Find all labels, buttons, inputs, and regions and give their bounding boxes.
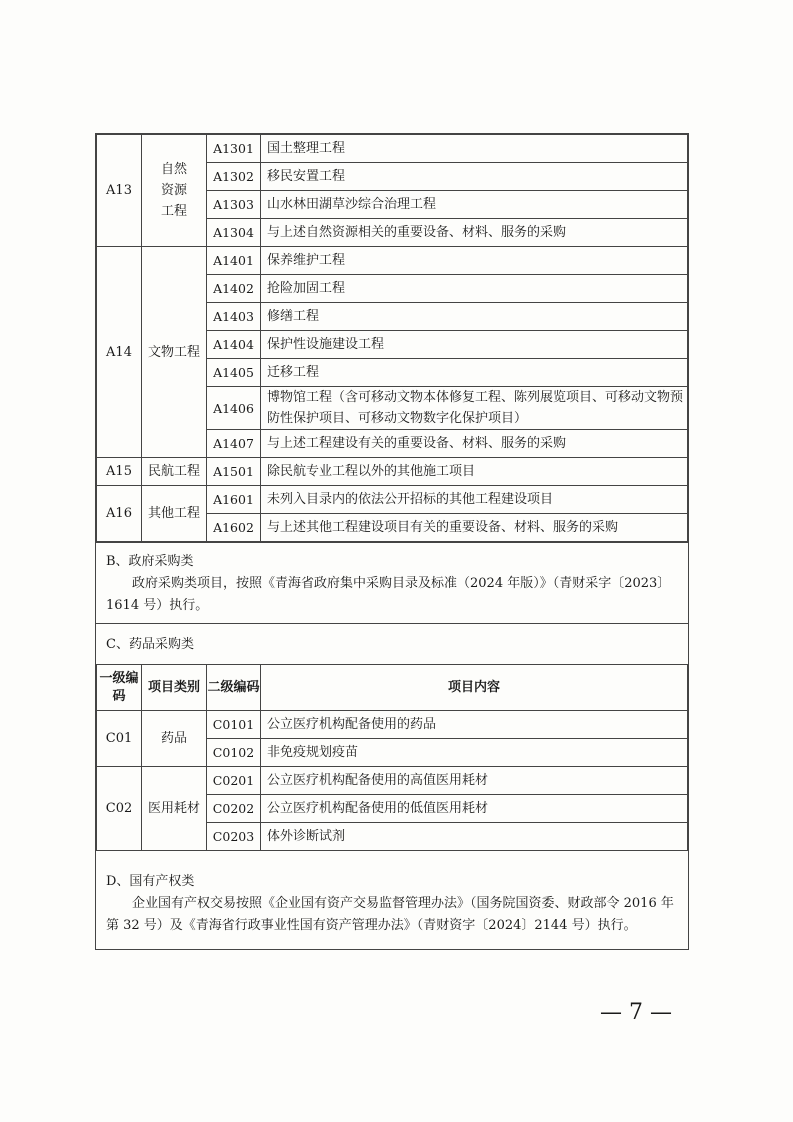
item-content: 博物馆工程（含可移动文物本体修复工程、陈列展览项目、可移动文物预防性保护项目、可移动文物数字化保护项目） [261, 387, 688, 430]
table-row [97, 767, 688, 795]
category-line: 民航工程 [147, 464, 200, 479]
header-code2: 二级编码 [207, 665, 261, 711]
primary-code: A14 [97, 247, 142, 458]
category-cell: 医用耗材 [142, 767, 207, 851]
category-line: 其他工程 [147, 506, 200, 521]
table-c [96, 664, 688, 851]
secondary-code: A1301 [207, 135, 261, 163]
item-content: 非免疫规划疫苗 [261, 739, 688, 767]
item-content: 体外诊断试剂 [261, 823, 688, 851]
item-content: 公立医疗机构配备使用的低值医用耗材 [261, 795, 688, 823]
secondary-code: C0203 [207, 823, 261, 851]
primary-code: A15 [97, 458, 142, 486]
item-content: 公立医疗机构配备使用的药品 [261, 711, 688, 739]
primary-code: A16 [97, 486, 142, 542]
secondary-code: A1601 [207, 486, 261, 514]
category-line: 文物工程 [147, 344, 200, 360]
page-number: — 7 — [600, 1000, 672, 1025]
secondary-code: A1407 [207, 430, 261, 458]
header-content: 项目内容 [261, 665, 688, 711]
section-d-body: 企业国有产权交易按照《企业国有资产交易监督管理办法》（国务院国资委、财政部令 2016 年第 32 号）及《青海省行政事业性国有资产管理办法》（青财资字〔2024〕2144 号）执行。 [106, 896, 674, 933]
item-content: 除民航专业工程以外的其他施工项目 [261, 458, 688, 486]
item-content: 迁移工程 [261, 359, 688, 387]
secondary-code: C0102 [207, 739, 261, 767]
category-cell: 药品 [142, 711, 207, 767]
table-row [97, 711, 688, 739]
section-b-body: 政府采购类项目，按照《青海省政府集中采购目录及标准（2024 年版）》（青财采字〔2023〕1614 号）执行。 [106, 576, 671, 613]
item-content: 未列入目录内的依法公开招标的其他工程建设项目 [261, 486, 688, 514]
category-line: 自然 [160, 162, 187, 177]
secondary-code: A1403 [207, 303, 261, 331]
section-b [96, 542, 688, 623]
table-a [96, 134, 688, 542]
section-c-heading: C、药品采购类 [106, 637, 194, 652]
item-content: 抢险加固工程 [261, 275, 688, 303]
primary-code: C02 [97, 767, 142, 851]
section-d-heading: D、国有产权类 [106, 874, 195, 889]
secondary-code: A1602 [207, 514, 261, 542]
table-row [97, 135, 688, 163]
category-line: 资源 [160, 183, 187, 198]
item-content: 与上述自然资源相关的重要设备、材料、服务的采购 [261, 219, 688, 247]
table-row [97, 486, 688, 514]
item-content: 保养维护工程 [261, 247, 688, 275]
section-d [96, 851, 688, 949]
table-header-row [97, 665, 688, 711]
secondary-code: A1406 [207, 387, 261, 430]
secondary-code: A1302 [207, 163, 261, 191]
item-content: 国土整理工程 [261, 135, 688, 163]
secondary-code: A1405 [207, 359, 261, 387]
secondary-code: C0101 [207, 711, 261, 739]
category-cell [142, 486, 207, 542]
secondary-code: C0202 [207, 795, 261, 823]
secondary-code: A1304 [207, 219, 261, 247]
secondary-code: A1501 [207, 458, 261, 486]
primary-code: C01 [97, 711, 142, 767]
secondary-code: A1402 [207, 275, 261, 303]
item-content: 与上述其他工程建设项目有关的重要设备、材料、服务的采购 [261, 514, 688, 542]
table-row [97, 458, 688, 486]
category-cell [142, 247, 207, 458]
header-category: 项目类别 [142, 665, 207, 711]
item-content: 修缮工程 [261, 303, 688, 331]
secondary-code: A1401 [207, 247, 261, 275]
secondary-code: C0201 [207, 767, 261, 795]
item-content: 保护性设施建设工程 [261, 331, 688, 359]
category-cell [142, 458, 207, 486]
item-content: 山水林田湖草沙综合治理工程 [261, 191, 688, 219]
secondary-code: A1303 [207, 191, 261, 219]
item-content: 与上述工程建设有关的重要设备、材料、服务的采购 [261, 430, 688, 458]
table-row [97, 247, 688, 275]
item-content: 移民安置工程 [261, 163, 688, 191]
section-c-heading-box [96, 623, 688, 664]
category-line: 工程 [160, 204, 187, 219]
header-code1: 一级编码 [97, 665, 142, 711]
section-b-heading: B、政府采购类 [106, 554, 194, 569]
primary-code: A13 [97, 135, 142, 247]
category-cell [142, 135, 207, 247]
item-content: 公立医疗机构配备使用的高值医用耗材 [261, 767, 688, 795]
document-frame [95, 133, 689, 950]
secondary-code: A1404 [207, 331, 261, 359]
